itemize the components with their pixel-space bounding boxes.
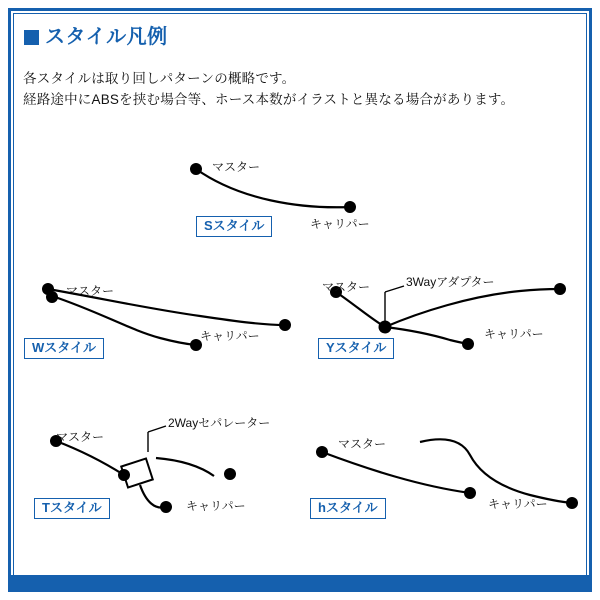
page-title: スタイル凡例 [45, 26, 168, 48]
t-style-master-label: マスター [56, 430, 105, 444]
s-style-hose [196, 169, 350, 207]
badge-s-style[interactable]: Sスタイル [196, 216, 272, 237]
s-style-master-dot [190, 163, 202, 175]
description-line-1: 各スタイルは取り回しパターンの概略です。 [23, 71, 296, 86]
badge-h-style[interactable]: hスタイル [310, 498, 386, 519]
y-style-master-label: マスター [322, 280, 371, 294]
h-style-caliper-dot-1 [464, 487, 476, 499]
s-style-master-label: マスター [212, 160, 261, 174]
badge-y-style[interactable]: Yスタイル [318, 338, 394, 359]
description-line-2: 経路途中にABSを挟む場合等、ホース本数がイラストと異なる場合があります。 [23, 92, 515, 107]
t-style-junction-dot [118, 469, 130, 481]
s-style-caliper-dot [344, 201, 356, 213]
w-style-caliper-label: キャリパー [200, 329, 260, 343]
y-style-hose-master [336, 292, 385, 327]
y-style-adapter-node [379, 321, 392, 334]
h-style-hose-main [322, 452, 470, 493]
t-style-caliper-dot-1 [224, 468, 236, 480]
t-style-caliper-dot-2 [160, 501, 172, 513]
h-style-caliper-label: キャリパー [488, 497, 548, 511]
footer-bar [8, 575, 592, 592]
w-style-master-label: マスター [66, 284, 115, 298]
s-style-caliper-label: キャリパー [310, 217, 370, 231]
badge-t-style[interactable]: Tスタイル [34, 498, 110, 519]
t-style-hose-master [56, 441, 124, 475]
t-style-separator-leader-diagonal [148, 426, 166, 432]
h-style-master-label: マスター [338, 437, 387, 451]
y-style-caliper-label: キャリパー [484, 327, 544, 341]
t-style-hose-branch-1 [156, 458, 214, 476]
y-style-adapter-leader-diagonal [385, 286, 404, 292]
w-style-caliper-dot-1 [279, 319, 291, 331]
h-style-master-dot [316, 446, 328, 458]
t-style-caliper-label: キャリパー [186, 499, 246, 513]
h-style-hose-loop [420, 439, 572, 503]
w-style-master-dot-2 [46, 291, 58, 303]
y-style-adapter-label: 3Wayアダプター [406, 275, 495, 289]
y-style-caliper-dot-1 [554, 283, 566, 295]
badge-w-style[interactable]: Wスタイル [24, 338, 104, 359]
t-style-separator-label: 2Wayセパレーター [168, 416, 271, 430]
h-style-caliper-dot-2 [566, 497, 578, 509]
y-style-hose-branch-2 [385, 327, 468, 344]
y-style-caliper-dot-2 [462, 338, 474, 350]
y-style-hose-branch-1 [385, 289, 560, 327]
